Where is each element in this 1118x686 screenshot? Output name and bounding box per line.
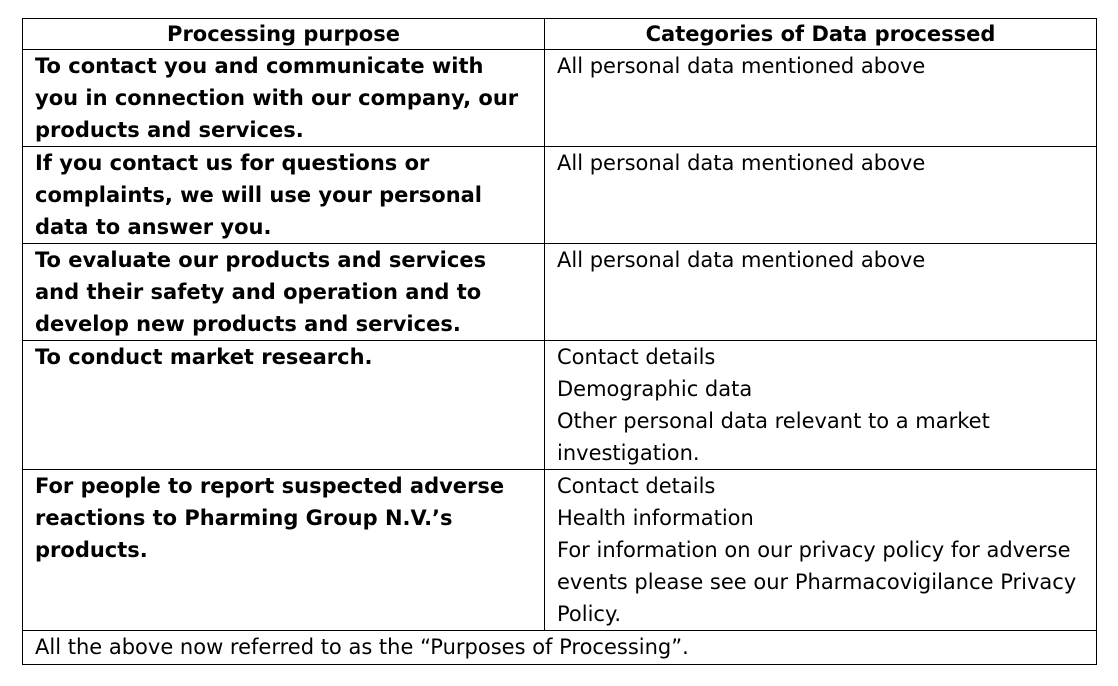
purposes-footer-note: All the above now referred to as the “Purposes of Processing”. [23, 631, 1097, 665]
category-item: All personal data mentioned above [557, 54, 926, 78]
categories-cell [545, 147, 1097, 244]
table-row [23, 244, 1097, 341]
category-item: Contact details [557, 474, 716, 498]
purpose-cell: To contact you and communicate with you in connection with our company, our products and services. [23, 50, 545, 147]
categories-cell [545, 341, 1097, 470]
category-item: All personal data mentioned above [557, 151, 926, 175]
header-categories-of-data: Categories of Data processed [545, 19, 1097, 50]
table-row [23, 341, 1097, 470]
table-row [23, 470, 1097, 631]
category-item: Other personal data relevant to a market investigation. [557, 409, 990, 465]
purpose-cell: For people to report suspected adverse reactions to Pharming Group N.V.’s products. [23, 470, 545, 631]
processing-purposes-table [22, 18, 1097, 665]
category-item: Contact details [557, 345, 716, 369]
table-row [23, 147, 1097, 244]
purpose-cell: To conduct market research. [23, 341, 545, 470]
document [22, 18, 1096, 665]
table-footer-row [23, 631, 1097, 665]
category-item: Demographic data [557, 377, 753, 401]
categories-cell [545, 470, 1097, 631]
category-item: All personal data mentioned above [557, 248, 926, 272]
purpose-cell: If you contact us for questions or complaints, we will use your personal data to answer you. [23, 147, 545, 244]
category-item: For information on our privacy policy for adverse events please see our Pharmacovigilance Privacy Policy. [557, 538, 1077, 626]
table-row [23, 50, 1097, 147]
purpose-cell: To evaluate our products and services and their safety and operation and to develop new products and services. [23, 244, 545, 341]
category-item: Health information [557, 506, 754, 530]
categories-cell [545, 244, 1097, 341]
categories-cell [545, 50, 1097, 147]
table-header-row [23, 19, 1097, 50]
header-processing-purpose: Processing purpose [23, 19, 545, 50]
